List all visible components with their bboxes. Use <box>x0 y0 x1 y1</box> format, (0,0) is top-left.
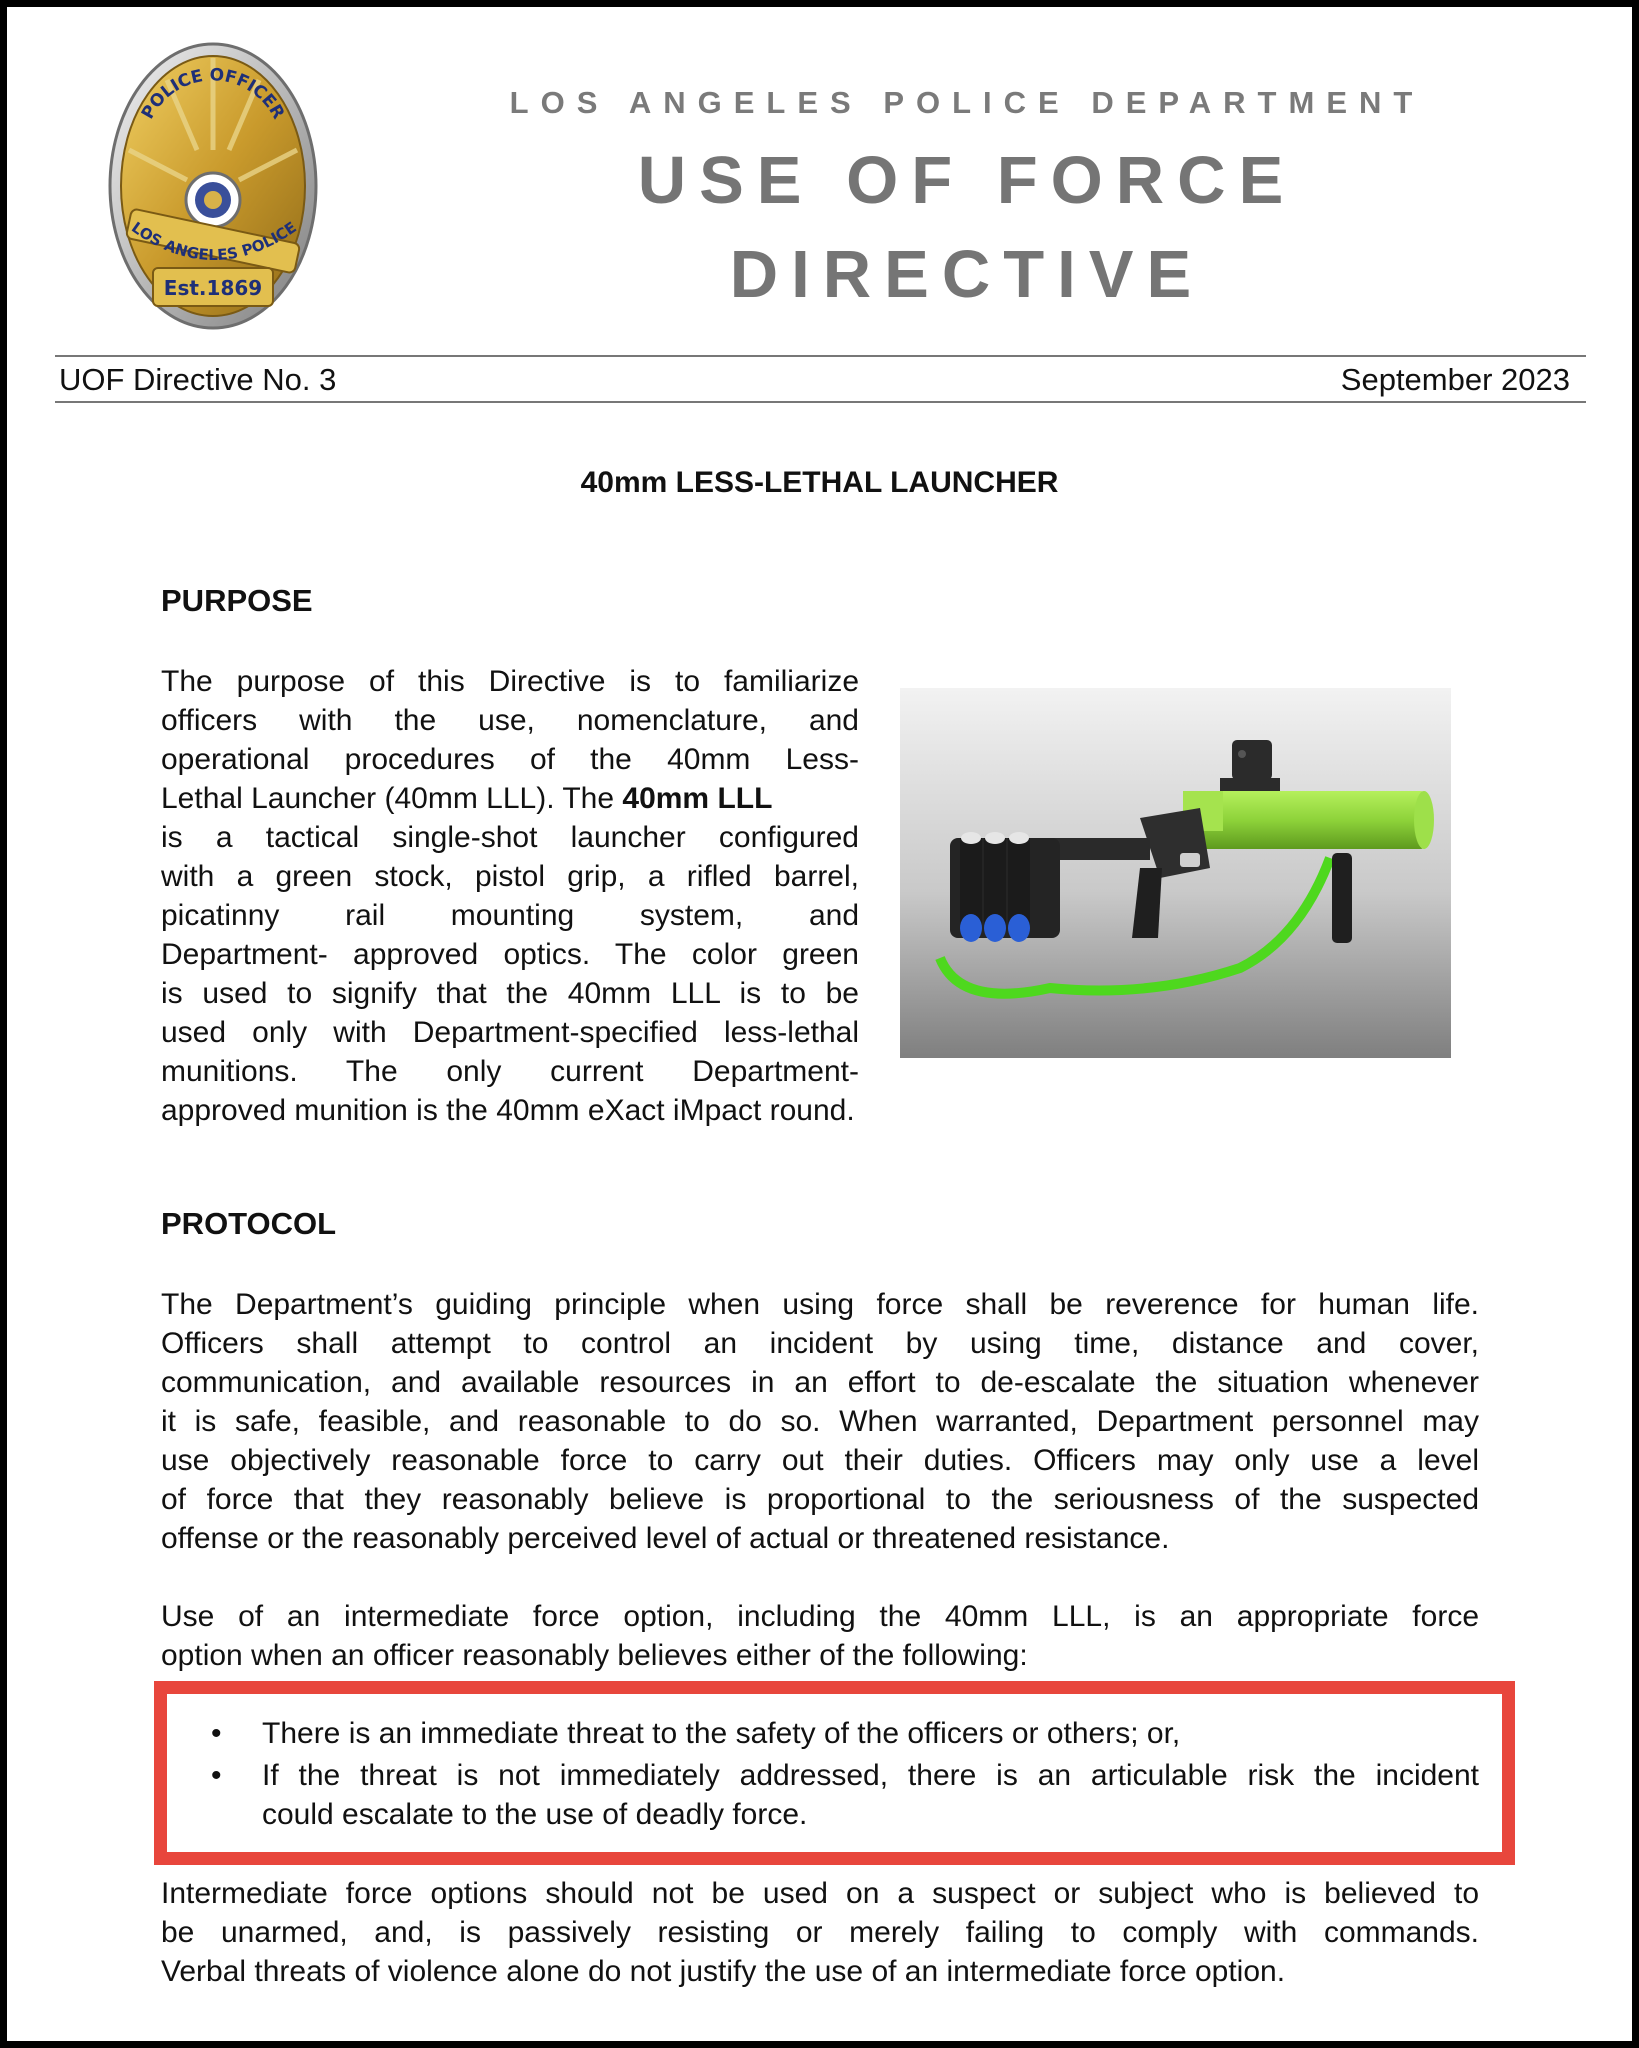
department-name: LOS ANGELES POLICE DEPARTMENT <box>509 85 1425 120</box>
protocol-paragraph-line: use objectively reasonable force to carry out their duties. Officers may only use a level <box>161 1444 1479 1477</box>
protocol-paragraph-line: The Department’s guiding principle when using force shall be reverence for human life. <box>161 1288 1479 1321</box>
purpose-line: munitions. The only current Department- <box>161 1055 859 1088</box>
purpose-bold-term: 40mm LLL <box>622 782 773 815</box>
purpose-line: is used to signify that the 40mm LLL is to be <box>161 977 859 1010</box>
purpose-line: approved munition is the 40mm eXact iMpact round. <box>161 1094 855 1127</box>
protocol-paragraph-line: offense or the reasonably perceived level of actual or threatened resistance. <box>161 1522 1170 1555</box>
purpose-line: operational procedures of the 40mm Less- <box>161 743 859 776</box>
bullet-item: If the threat is not immediately addressed, there is an articulable risk the incident <box>262 1759 1479 1792</box>
protocol-paragraph-line: communication, and available resources in an effort to de-escalate the situation whenever <box>161 1366 1479 1399</box>
purpose-line: officers with the use, nomenclature, and <box>161 704 859 737</box>
bullet-marker: • <box>211 1759 222 1792</box>
protocol-paragraph-line: Use of an intermediate force option, including the 40mm LLL, is an appropriate force <box>161 1600 1479 1633</box>
purpose-line: The purpose of this Directive is to familiarize <box>161 665 859 698</box>
directive-title-line-2: DIRECTIVE <box>729 237 1205 312</box>
header-rule-top <box>55 355 1586 357</box>
protocol-paragraph-line: Officers shall attempt to control an incident by using time, distance and cover, <box>161 1327 1479 1360</box>
svg-text:POLICE OFFICER: POLICE OFFICER <box>137 65 289 123</box>
purpose-line: Department- approved optics. The color green <box>161 938 859 971</box>
purpose-line: used only with Department-specified less-lethal <box>161 1016 859 1049</box>
svg-text:Est.1869: Est.1869 <box>163 276 263 300</box>
header-rule-bottom <box>55 401 1586 403</box>
protocol-paragraph-line: it is safe, feasible, and reasonable to do so. When warranted, Department personnel may <box>161 1405 1479 1438</box>
purpose-line-text: Lethal Launcher (40mm LLL). The <box>161 782 623 815</box>
bullet-item: There is an immediate threat to the safety of the officers or others; or, <box>262 1717 1181 1750</box>
protocol-heading: PROTOCOL <box>161 1206 337 1241</box>
purpose-line <box>161 779 772 818</box>
svg-text:LOS ANGELES POLICE: LOS ANGELES POLICE <box>128 218 300 265</box>
document-title: 40mm LESS-LETHAL LAUNCHER <box>580 466 1059 499</box>
purpose-line: picatinny rail mounting system, and <box>161 899 859 932</box>
directive-number: UOF Directive No. 3 <box>59 362 337 397</box>
protocol-paragraph-line: Intermediate force options should not be used on a suspect or subject who is believed to <box>161 1877 1479 1910</box>
purpose-line: is a tactical single-shot launcher configured <box>161 821 859 854</box>
bullet-marker: • <box>211 1717 222 1750</box>
purpose-heading: PURPOSE <box>161 583 313 618</box>
directive-date: September 2023 <box>1340 362 1570 397</box>
protocol-paragraph-line: Verbal threats of violence alone do not justify the use of an intermediate force option. <box>161 1955 1286 1988</box>
protocol-paragraph-line: be unarmed, and, is passively resisting or merely failing to comply with commands. <box>161 1916 1479 1949</box>
directive-title-line-1: USE OF FORCE <box>637 143 1297 218</box>
purpose-line: with a green stock, pistol grip, a rifled barrel, <box>161 860 859 893</box>
protocol-paragraph-line: option when an officer reasonably believes either of the following: <box>161 1639 1028 1672</box>
launcher-photo <box>900 688 1451 1058</box>
bullet-item: could escalate to the use of deadly force. <box>262 1798 808 1831</box>
lapd-badge-logo <box>107 40 319 332</box>
protocol-paragraph-line: of force that they reasonably believe is proportional to the seriousness of the suspected <box>161 1483 1479 1516</box>
